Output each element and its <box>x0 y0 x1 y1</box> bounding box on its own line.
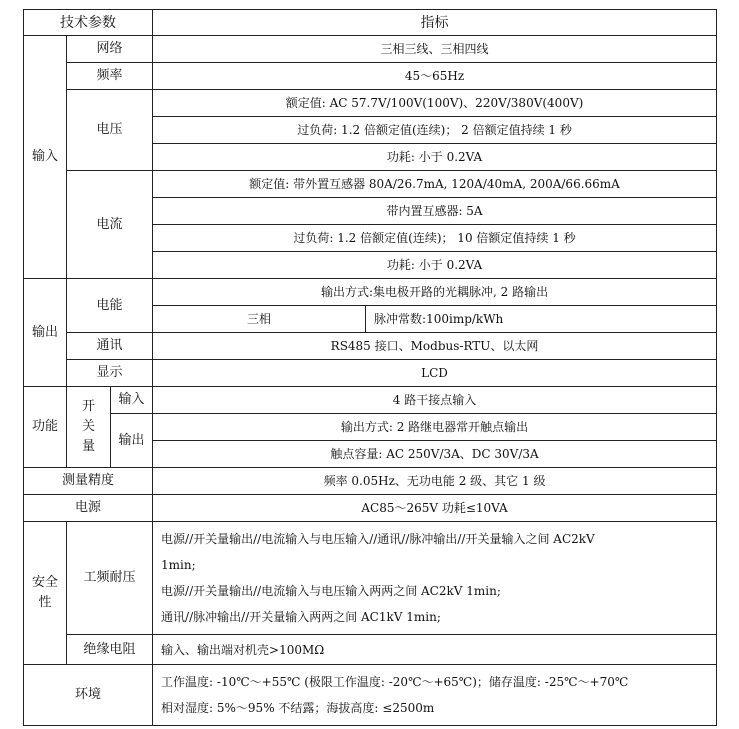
withstand-line-3: 电源//开关量输出//电流输入与电压输入两两之间 AC2kV 1min; <box>161 584 501 598</box>
spec-table <box>23 9 717 726</box>
table-row <box>24 171 717 198</box>
function-input-label: 输入 <box>111 387 153 414</box>
frequency-label: 频率 <box>67 63 153 90</box>
display-label: 显示 <box>67 360 153 387</box>
network-label: 网络 <box>67 36 153 63</box>
accuracy-label: 测量精度 <box>24 468 153 495</box>
table-row <box>24 36 717 63</box>
table-row <box>24 360 717 387</box>
table-row <box>24 495 717 522</box>
environment-line-2: 相对湿度: 5%～95% 不结露；海拔高度: ≤2500m <box>161 701 435 715</box>
network-value: 三相三线、三相四线 <box>153 36 717 63</box>
power-supply-label: 电源 <box>24 495 153 522</box>
energy-constant: 脉冲常数:100imp/kWh <box>366 306 717 333</box>
withstand-label: 工频耐压 <box>67 522 153 635</box>
insulation-value: 输入、输出端对机壳>100MΩ <box>153 635 717 665</box>
input-group-label: 输入 <box>24 36 67 279</box>
withstand-line-1: 电源//开关量输出//电流输入与电压输入//通讯//脉冲输出//开关量输入之间 AC2kV <box>161 532 595 546</box>
withstand-value <box>153 522 717 635</box>
table-row <box>24 90 717 117</box>
power-supply-value: AC85～265V 功耗≤10VA <box>153 495 717 522</box>
voltage-overload: 过负荷: 1.2 倍额定值(连续)； 2 倍额定值持续 1 秒 <box>153 117 717 144</box>
current-power: 功耗: 小于 0.2VA <box>153 252 717 279</box>
table-row <box>24 333 717 360</box>
current-overload: 过负荷: 1.2 倍额定值(连续)； 10 倍额定值持续 1 秒 <box>153 225 717 252</box>
energy-label: 电能 <box>67 279 153 333</box>
safety-group-label <box>24 522 67 665</box>
table-row <box>24 665 717 726</box>
table-row <box>24 522 717 635</box>
current-label: 电流 <box>67 171 153 279</box>
withstand-line-2: 1min; <box>161 558 196 572</box>
table-row <box>24 635 717 665</box>
comm-value: RS485 接口、Modbus-RTU、以太网 <box>153 333 717 360</box>
table-row <box>24 279 717 306</box>
voltage-rated: 额定值: AC 57.7V/100V(100V)、220V/380V(400V) <box>153 90 717 117</box>
safety-label-text: 安全性 <box>31 575 58 610</box>
switch-label-text: 开关量 <box>81 399 95 454</box>
environment-value <box>153 665 717 726</box>
frequency-value: 45～65Hz <box>153 63 717 90</box>
table-row <box>24 414 717 441</box>
display-value: LCD <box>153 360 717 387</box>
current-rated: 额定值: 带外置互感器 80A/26.7mA, 120A/40mA, 200A/66.66mA <box>153 171 717 198</box>
accuracy-value: 频率 0.05Hz、无功电能 2 级、其它 1 级 <box>153 468 717 495</box>
switch-label <box>67 387 111 468</box>
spec-table-container <box>23 9 716 726</box>
comm-label: 通讯 <box>67 333 153 360</box>
voltage-label: 电压 <box>67 90 153 171</box>
table-row <box>24 63 717 90</box>
insulation-label: 绝缘电阻 <box>67 635 153 665</box>
environment-line-1: 工作温度: -10℃～+55℃ (极限工作温度: -20℃～+65℃)；储存温度: -25℃～+70℃ <box>161 675 629 689</box>
header-param: 技术参数 <box>24 10 153 36</box>
function-output-label: 输出 <box>111 414 153 468</box>
function-output-mode: 输出方式: 2 路继电器常开触点输出 <box>153 414 717 441</box>
voltage-power: 功耗: 小于 0.2VA <box>153 144 717 171</box>
function-input-value: 4 路干接点输入 <box>153 387 717 414</box>
withstand-line-4: 通讯//脉冲输出//开关量输入两两之间 AC1kV 1min; <box>161 610 441 624</box>
energy-mode: 输出方式:集电极开路的光耦脉冲, 2 路输出 <box>153 279 717 306</box>
table-row <box>24 468 717 495</box>
header-spec: 指标 <box>153 10 717 36</box>
output-group-label: 输出 <box>24 279 67 387</box>
header-row <box>24 10 717 36</box>
function-group-label: 功能 <box>24 387 67 468</box>
current-internal: 带内置互感器: 5A <box>153 198 717 225</box>
table-row <box>24 387 717 414</box>
function-output-capacity: 触点容量: AC 250V/3A、DC 30V/3A <box>153 441 717 468</box>
energy-phase: 三相 <box>153 306 366 333</box>
environment-label: 环境 <box>24 665 153 726</box>
